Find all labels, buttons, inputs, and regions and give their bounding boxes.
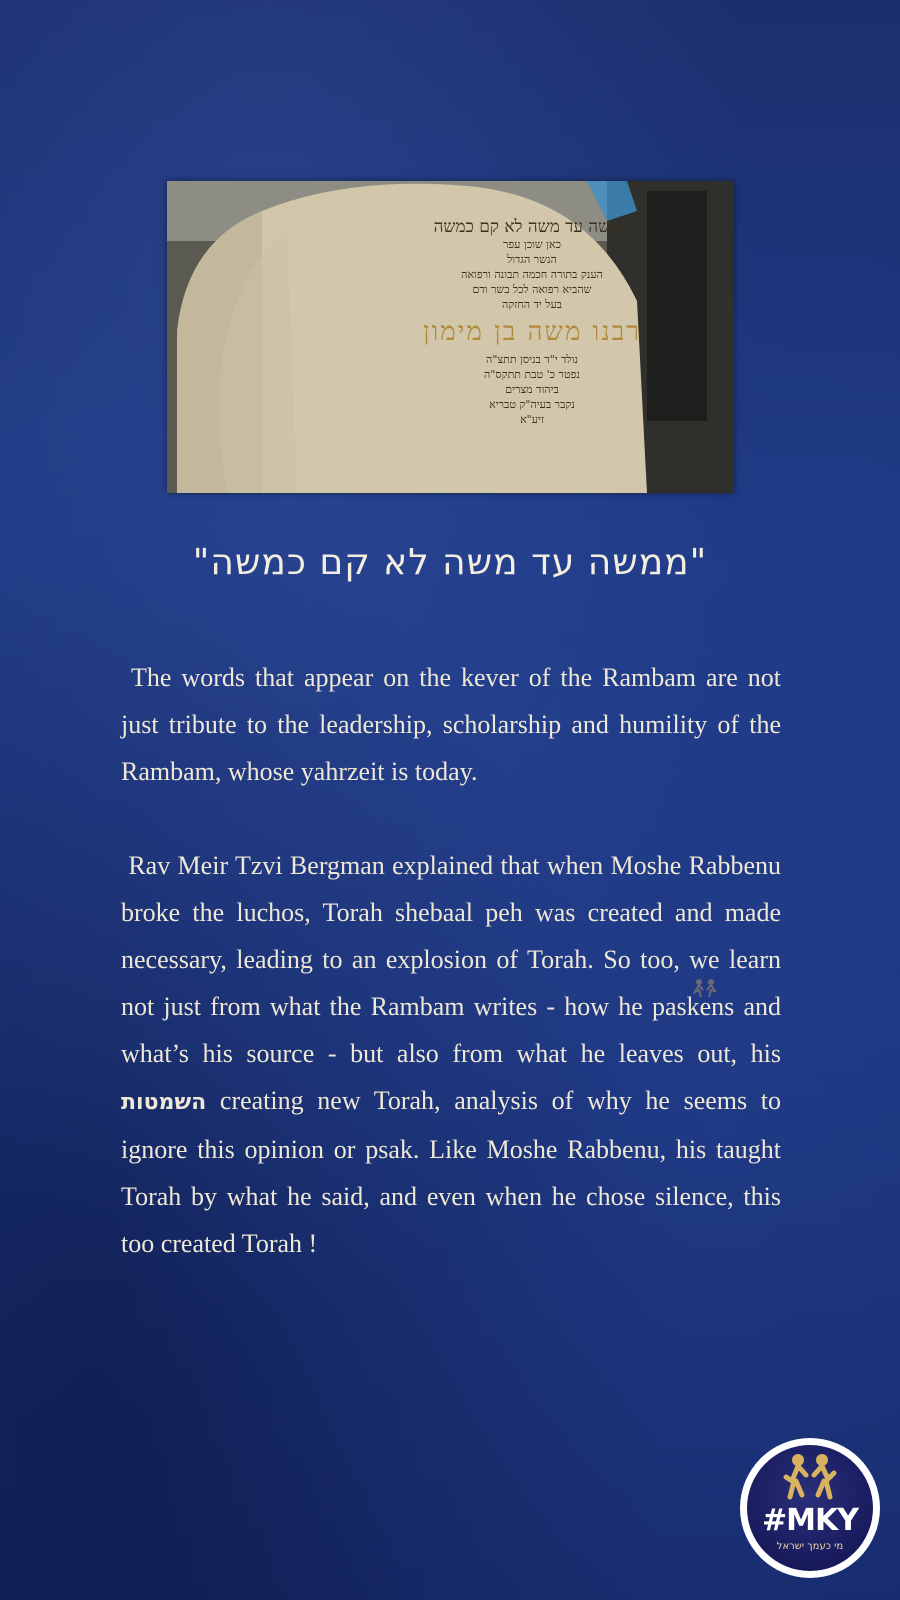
hebrew-term: השמטות — [121, 1090, 207, 1115]
inscription-line: כאן שוכן עפר — [503, 238, 561, 251]
logo-subtitle: מי כעמך ישראל — [776, 1541, 844, 1552]
article-body — [121, 654, 781, 1267]
inscription-line: שהביא רפואה לכל בשר ודם — [472, 283, 592, 296]
page-title: "ממשה עד משה לא קם כמשה" — [192, 542, 708, 583]
inscription-line: זיע"א — [520, 413, 544, 426]
paragraph-main — [121, 842, 781, 1267]
inscription-line: נקבר בעיה"ק טבריא — [489, 398, 575, 411]
inscription-line: בעל יד החזקה — [502, 298, 562, 311]
paragraph-spacer — [121, 795, 781, 842]
kever-photo — [167, 181, 734, 493]
inscription-line: נפטר כ' טבת תתקס"ה — [484, 368, 580, 381]
paragraph-intro-text: The words that appear on the kever of the Rambam are not just tribute to the leadership, scholarship and humility of the Rambam, whose yahrzeit is today. — [121, 663, 781, 786]
paragraph-main-before: Rav Meir Tzvi Bergman explained that when Moshe Rabbenu broke the luchos, Torah shebaal peh was created and made necessary, leading to an explosion of Torah. So too, we learn not just from what the Rambam writes - how he paskens and what’s his source - but also from what he leaves out, his — [121, 851, 781, 1068]
paragraph-intro — [121, 654, 781, 795]
inscription-line: ממשה עד משה לא קם כמשה — [433, 217, 631, 237]
dancers-watermark-icon — [690, 978, 720, 998]
logo-badge — [747, 1445, 873, 1571]
inscription-line: הענק בתורה חכמה תבונה ורפואה — [461, 268, 603, 281]
inscription-name: רבנו משה בן מימון — [422, 317, 642, 347]
inscription-line: ביהוד מצרים — [505, 383, 559, 396]
paragraph-main-after: creating new Torah, analysis of why he seems to ignore this opinion or psak. Like Moshe Rabbenu, his taught Torah by what he said, and even when he chose silence, this too created Torah ! — [121, 1086, 781, 1258]
inscription-line: הנשר הגדול — [507, 253, 557, 266]
mky-logo — [740, 1438, 880, 1578]
dancers-icon — [780, 1451, 840, 1507]
logo-hashtag: #MKY — [762, 1503, 858, 1538]
inscription-line: נולד י"ד בניסן תתצ"ה — [486, 353, 578, 366]
tombstone-inscription — [412, 217, 652, 427]
